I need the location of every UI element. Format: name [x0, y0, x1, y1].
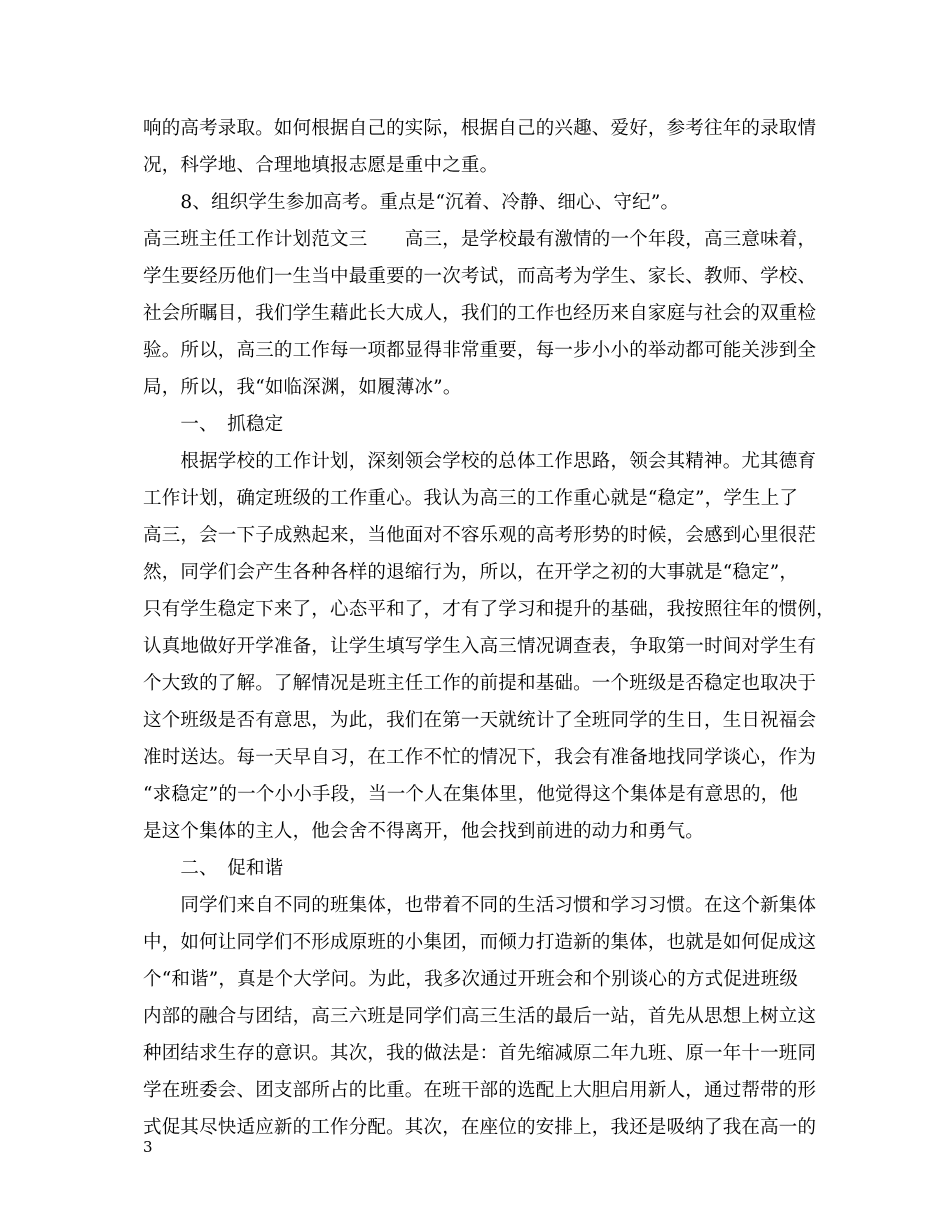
section-heading: 二、 促和谐	[143, 858, 284, 879]
text-line: 8、组织学生参加高考。重点是“沉着、冷静、细心、守纪”。	[143, 192, 680, 213]
text-line: 响的高考录取。如何根据自己的实际，根据自己的兴趣、爱好，参考往年的录取情	[143, 118, 817, 139]
text-line: 况，科学地、合理地填报志愿是重中之重。	[143, 155, 499, 176]
text-line: 式促其尽快适应新的工作分配。其次，在座位的安排上，我还是吸纳了我在高一的	[143, 1117, 817, 1138]
text-line: 内部的融合与团结，高三六班是同学们高三生活的最后一站，首先从思想上树立这	[143, 1006, 817, 1027]
text-line: 是这个集体的主人，他会舍不得离开，他会找到前进的动力和勇气。	[143, 821, 705, 842]
text-line: 高三班主任工作计划范文三 高三，是学校最有激情的一个年段，高三意味着，	[143, 229, 817, 250]
text-line: 准时送达。每一天早自习，在工作不忙的情况下，我会有准备地找同学谈心，作为	[143, 747, 817, 768]
text-line: 个大致的了解。了解情况是班主任工作的前提和基础。一个班级是否稳定也取决于	[143, 673, 817, 694]
text-line: 局，所以，我“如临深渊，如履薄冰”。	[143, 377, 462, 398]
text-line: 这个班级是否有意思，为此，我们在第一天就统计了全班同学的生日，生日祝福会	[143, 710, 817, 731]
text-line: 根据学校的工作计划，深刻领会学校的总体工作思路，领会其精神。尤其德育	[143, 451, 817, 472]
text-line: “求稳定”的一个小小手段，当一个人在集体里，他觉得这个集体是有意思的，他	[143, 784, 799, 805]
section-heading: 一、 抓稳定	[143, 414, 284, 435]
text-line: 种团结求生存的意识。其次，我的做法是：首先缩减原二年九班、原一年十一班同	[143, 1043, 817, 1064]
text-line: 学在班委会、团支部所占的比重。在班干部的选配上大胆启用新人，通过帮带的形	[143, 1080, 817, 1101]
text-line: 学生要经历他们一生当中最重要的一次考试，而高考为学生、家长、教师、学校、	[143, 266, 817, 287]
page-number: 3	[143, 1138, 153, 1156]
text-line: 同学们来自不同的班集体，也带着不同的生活习惯和学习习惯。在这个新集体	[143, 895, 817, 916]
text-line: 然，同学们会产生各种各样的退缩行为，所以，在开学之初的大事就是“稳定”，	[143, 562, 799, 583]
text-line: 验。所以，高三的工作每一项都显得非常重要，每一步小小的举动都可能关涉到全	[143, 340, 817, 361]
text-line: 只有学生稳定下来了，心态平和了，才有了学习和提升的基础，我按照往年的惯例，	[143, 599, 835, 620]
text-line: 中，如何让同学们不形成原班的小集团，而倾力打造新的集体，也就是如何促成这	[143, 932, 817, 953]
text-line: 高三，会一下子成熟起来，当他面对不容乐观的高考形势的时候，会感到心里很茫	[143, 525, 817, 546]
text-line: 社会所瞩目，我们学生藉此长大成人，我们的工作也经历来自家庭与社会的双重检	[143, 303, 817, 324]
text-line: 认真地做好开学准备，让学生填写学生入高三情况调查表，争取第一时间对学生有	[143, 636, 817, 657]
text-line: 个“和谐”，真是个大学问。为此，我多次通过开班会和个别谈心的方式促进班级	[143, 969, 799, 990]
text-line: 工作计划，确定班级的工作重心。我认为高三的工作重心就是“稳定”，学生上了	[143, 488, 799, 509]
